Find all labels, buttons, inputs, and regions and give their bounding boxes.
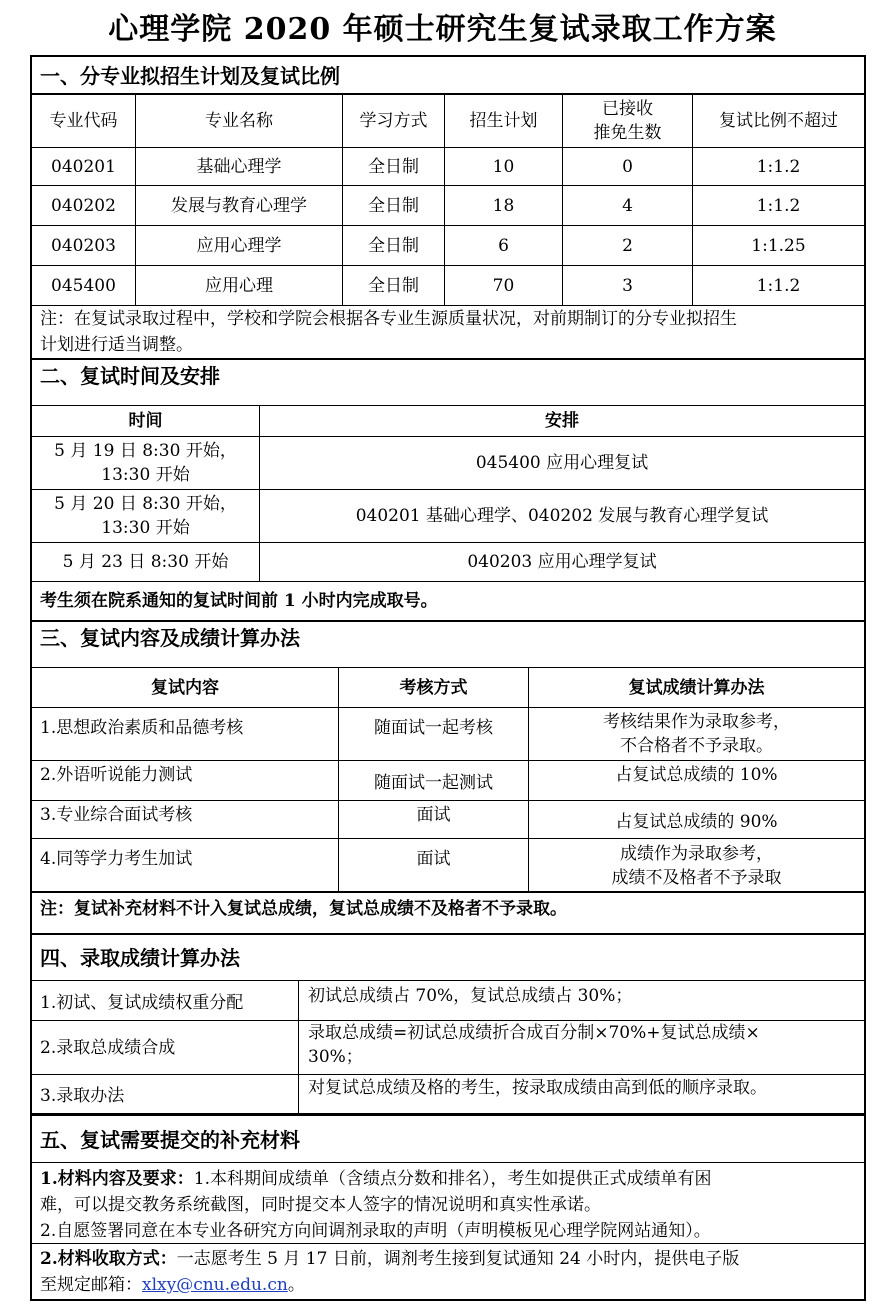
table-cell: 045400 (51, 275, 116, 296)
header-method: 考核方式 (399, 677, 468, 698)
section2-note: 考生须在院系通知的复试时间前 1 小时内完成取号。 (40, 591, 438, 611)
header-arrangement: 安排 (545, 411, 579, 431)
exam-calc: 占复试总成绩的 10% (615, 765, 778, 785)
header-ratio: 复试比例不超过 (719, 110, 838, 131)
table-cell: 发展与教育心理学 (171, 195, 307, 216)
section5-heading: 五、复试需要提交的补充材料 (40, 1128, 300, 1152)
table-cell: 4 (622, 195, 633, 216)
divider (30, 1114, 866, 1116)
score-desc: 初试总成绩占 70%，复试总成绩占 30%； (308, 986, 633, 1006)
table-cell: 040202 (51, 195, 116, 216)
table-cell: 18 (492, 195, 515, 216)
divider (30, 620, 866, 622)
header-content: 复试内容 (151, 677, 219, 698)
document-title: 心理学院 2020 年硕士研究生复试录取工作方案 (108, 12, 777, 47)
header-time: 时间 (128, 411, 163, 431)
score-desc: 录取总成绩=初试总成绩折合成百分制×70%+复试总成绩× 30%； (308, 1023, 760, 1067)
divider (30, 891, 866, 893)
table-cell: 全日制 (368, 156, 419, 177)
table-cell: 3 (622, 275, 633, 296)
section1-note: 注：在复试录取过程中，学校和学院会根据各专业生源质量状况，对前期制订的分专业拟招生 计划进行适当调整。 (40, 309, 737, 355)
exam-content: 3.专业综合面试考核 (40, 805, 193, 825)
table-cell: 1:1.25 (751, 235, 806, 256)
table-cell: 040203 (51, 235, 116, 256)
table-cell: 6 (498, 235, 509, 256)
table-cell: 040201 (51, 156, 116, 177)
exam-method: 面试 (416, 805, 451, 825)
header-mode: 学习方式 (359, 110, 428, 131)
section3-heading: 三、复试内容及成绩计算办法 (40, 626, 300, 650)
score-item: 1.初试、复试成绩权重分配 (40, 992, 244, 1013)
table-cell: 0 (622, 156, 633, 177)
schedule-time: 5 月 19 日 8:30 开始， 13:30 开始 (54, 441, 237, 485)
exam-method: 随面试一起考核 (374, 718, 493, 738)
header-name: 专业名称 (205, 110, 273, 131)
materials-collection: 2.材料收取方式：一志愿考生 5 月 17 日前，调剂考生接到复试通知 24 小时内，提供电子版 至规定邮箱：xlxy@cnu.edu.cn。 (40, 1249, 740, 1295)
email-link[interactable]: xlxy@cnu.edu.cn (142, 1275, 288, 1295)
table-cell: 1:1.2 (756, 195, 801, 216)
schedule-plan: 045400 应用心理复试 (475, 453, 649, 473)
divider (32, 1243, 864, 1244)
table-cell: 全日制 (368, 275, 419, 296)
divider (30, 358, 866, 360)
section1-heading: 一、分专业拟招生计划及复试比例 (40, 64, 340, 88)
section2-heading: 二、复试时间及安排 (40, 364, 220, 388)
table-cell: 1:1.2 (756, 156, 801, 177)
header-code: 专业代码 (49, 110, 118, 131)
score-item: 3.录取办法 (40, 1085, 125, 1106)
table-cell: 全日制 (368, 195, 419, 216)
divider (30, 933, 866, 935)
table-cell: 应用心理 (205, 275, 273, 296)
score-item: 2.录取总成绩合成 (40, 1037, 176, 1058)
exam-calc: 考核结果作为录取参考， 不合格者不予录取。 (603, 712, 790, 756)
schedule-plan: 040203 应用心理学复试 (467, 552, 657, 572)
table-cell: 70 (492, 275, 515, 296)
materials-content: 1.材料内容及要求：1.本科期间成绩单（含绩点分数和排名），考生如提供正式成绩单有困 难，可以提交教务系统截图，同时提交本人签字的情况说明和真实性承诺。 2.自愿签署同意在本专业各研究方向间调剂录取的声明（声明模板见心理学院网站通知）。 (40, 1169, 712, 1241)
section4-heading: 四、录取成绩计算办法 (40, 946, 240, 970)
exam-method: 随面试一起测试 (374, 773, 493, 793)
table-cell: 应用心理学 (196, 235, 282, 256)
exam-content: 1.思想政治素质和品德考核 (40, 718, 244, 738)
schedule-time: 5 月 20 日 8:30 开始， 13:30 开始 (54, 494, 237, 538)
exam-calc: 占复试总成绩的 90% (615, 812, 778, 832)
schedule-time: 5 月 23 日 8:30 开始 (62, 552, 229, 572)
table-cell: 基础心理学 (196, 156, 282, 177)
table-cell: 2 (622, 235, 633, 256)
exam-calc: 成绩作为录取参考， 成绩不及格者不予录取 (611, 843, 782, 888)
section3-note: 注：复试补充材料不计入复试总成绩，复试总成绩不及格者不予录取。 (40, 899, 567, 919)
table-cell: 10 (492, 156, 515, 177)
header-exempt: 已接收 推免生数 (593, 98, 662, 143)
header-plan: 招生计划 (469, 110, 538, 131)
exam-content: 2.外语听说能力测试 (40, 765, 193, 785)
exam-method: 面试 (416, 849, 451, 869)
header-calc: 复试成绩计算办法 (628, 677, 765, 698)
divider (32, 1162, 864, 1163)
score-desc: 对复试总成绩及格的考生，按录取成绩由高到低的顺序录取。 (308, 1078, 767, 1098)
schedule-plan: 040201 基础心理学、040202 发展与教育心理学复试 (355, 506, 769, 526)
exam-content: 4.同等学力考生加试 (40, 849, 193, 869)
table-cell: 全日制 (368, 235, 419, 256)
table-cell: 1:1.2 (756, 275, 801, 296)
